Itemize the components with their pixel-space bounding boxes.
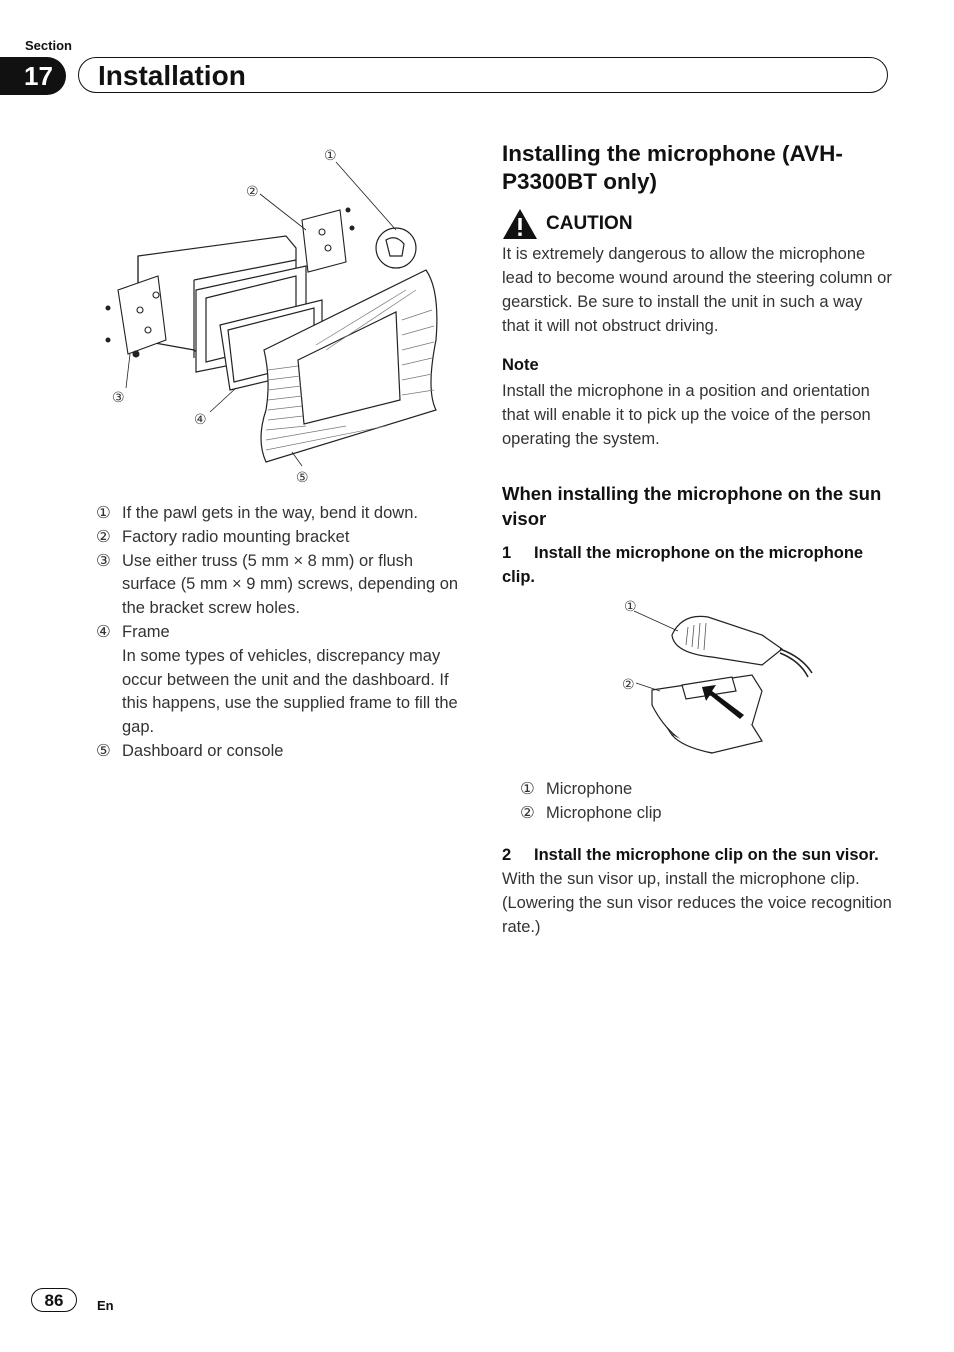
- installation-figure: [96, 140, 466, 500]
- callout-3: ③: [112, 390, 125, 406]
- step-1: 1 Install the microphone on the microphone clip.: [502, 544, 864, 586]
- legend-item: ① If the pawl gets in the way, bend it down.: [96, 504, 418, 522]
- figure2-legend: [520, 778, 892, 826]
- right-column: [502, 140, 892, 939]
- note-text: Install the microphone in a position and orientation that will enable it to pick up the voice of the person operating the system.: [502, 382, 871, 448]
- note-heading: Note: [502, 356, 539, 374]
- microphone-figure: [612, 595, 892, 770]
- section-number: 17: [0, 57, 66, 95]
- callout-5: ⑤: [296, 470, 309, 486]
- step-2: 2 Install the microphone clip on the sun visor.: [502, 845, 879, 864]
- section-heading: Installing the microphone (AVH-P3300BT only): [502, 141, 843, 194]
- legend-item: ④ Frame: [96, 622, 170, 641]
- mic-callout-2: ②: [622, 677, 635, 693]
- caution-header: [502, 208, 892, 240]
- page-title: Installation: [98, 60, 246, 91]
- caution-label: CAUTION: [546, 213, 633, 234]
- legend-item: ② Microphone clip: [520, 803, 662, 822]
- callout-2: ②: [246, 184, 259, 200]
- caution-text: It is extremely dangerous to allow the microphone lead to become wound around the steering column or gearstick. Be sure to install the unit in such a way that it will not obstruct driving.: [502, 245, 892, 335]
- warning-icon: [502, 208, 538, 240]
- figure1-legend: [96, 502, 466, 764]
- callout-1: ①: [324, 148, 337, 164]
- legend-item: ③ Use either truss (5 mm × 8 mm) or flush surface (5 mm × 9 mm) screws, depending on the bracket screw holes.: [96, 551, 459, 618]
- subheading: When installing the microphone on the sun visor: [502, 483, 882, 529]
- mic-callout-1: ①: [624, 599, 637, 615]
- section-label: Section: [25, 38, 72, 53]
- language-code: En: [97, 1298, 114, 1313]
- legend-item: ② Factory radio mounting bracket: [96, 527, 350, 546]
- page-number: 86: [31, 1288, 77, 1312]
- legend-item: ① Microphone: [520, 780, 633, 798]
- legend-subtext: In some types of vehicles, discrepancy may occur between the unit and the dashboard. If this happens, use the supplied frame to fill the gap.: [122, 646, 458, 737]
- callout-4: ④: [194, 412, 207, 428]
- legend-item: ⑤ Dashboard or console: [96, 741, 284, 760]
- step-2-body: With the sun visor up, install the microphone clip. (Lowering the sun visor reduces the voice recognition rate.): [502, 869, 892, 936]
